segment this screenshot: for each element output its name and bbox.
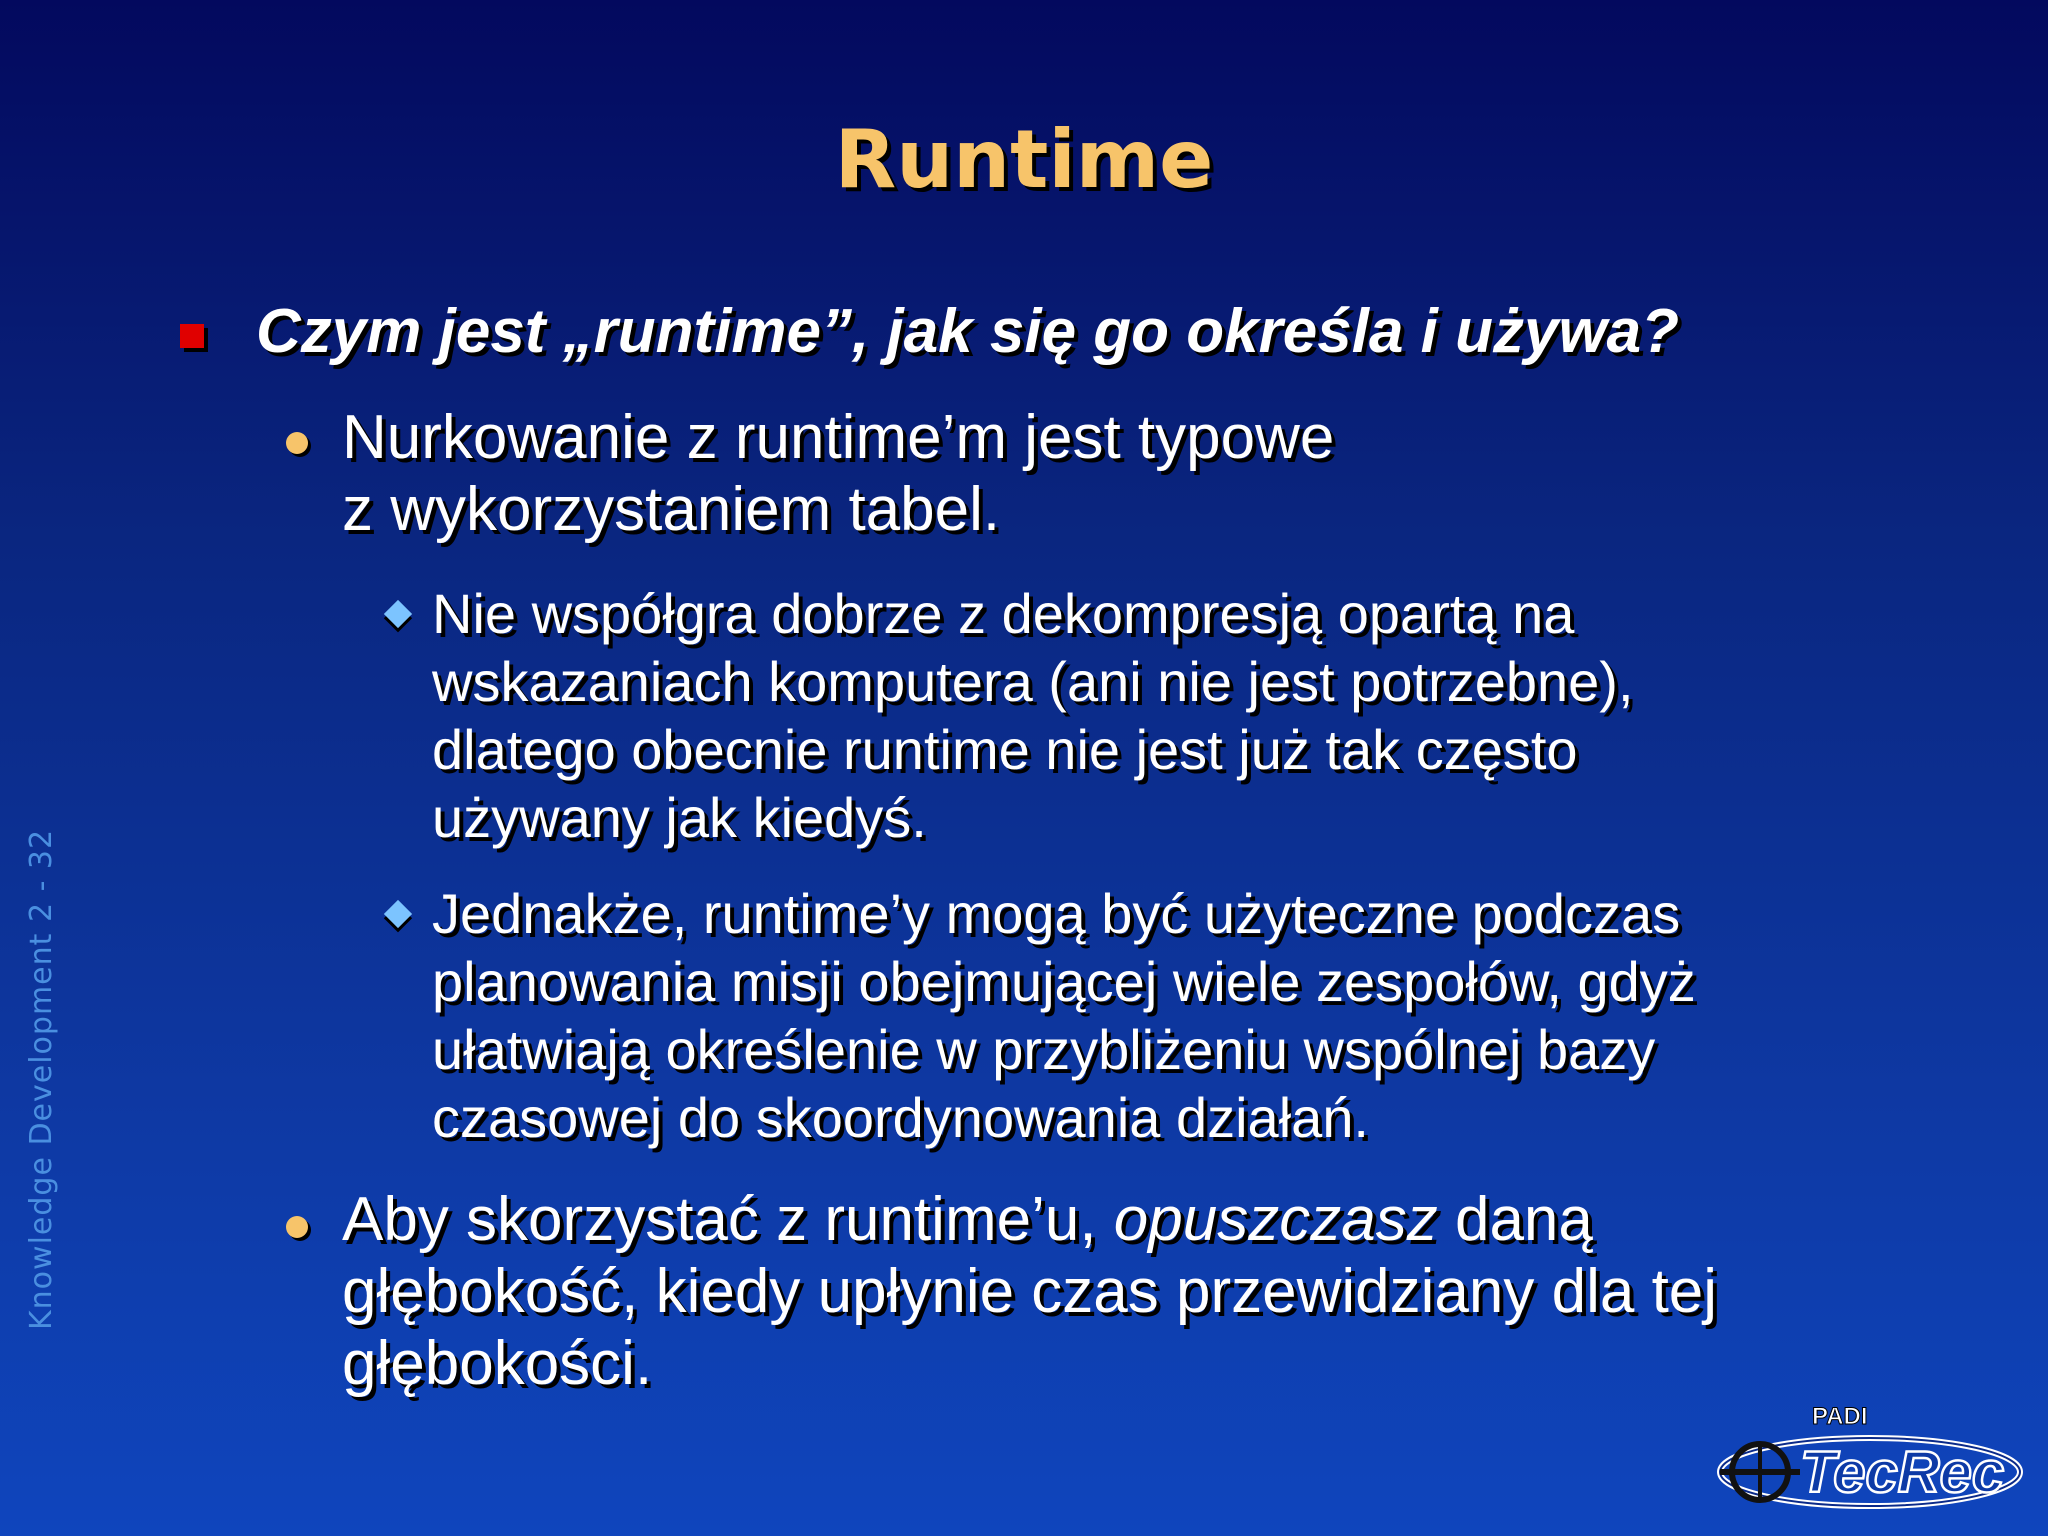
sub-bullet-2-text — [432, 880, 1912, 1152]
padi-tecrec-logo — [1700, 1392, 2030, 1522]
sub-bullet-1-line-4: używany jak kiedyś. — [432, 786, 927, 849]
bullet-2-text — [342, 1184, 1902, 1400]
tecrec-logo-icon — [1700, 1392, 2030, 1522]
bullet-2-line-1 — [342, 1184, 1902, 1256]
slide-title: Runtime — [834, 113, 1214, 206]
sub-bullet-2-line-4: czasowej do skoordynowania działań. — [432, 1086, 1369, 1149]
sub-bullet-2-line-3: ułatwiają określenie w przybliżeniu wspólnej bazy — [432, 1018, 1656, 1081]
bullet-1-line-1: Nurkowanie z runtime’m jest typowe — [342, 403, 1335, 472]
logo-padi-text: PADI — [1812, 1403, 1868, 1430]
level1-question: Czym jest „runtime”, jak się go określa i używa? — [256, 297, 1680, 366]
bullet-2-part-2: daną — [1437, 1185, 1593, 1254]
sub-bullet-2-line-1: Jednakże, runtime’y mogą być użyteczne podczas — [432, 882, 1681, 945]
sub-bullet-1-line-3: dlatego obecnie runtime nie jest już tak często — [432, 718, 1578, 781]
yellow-dot-bullet-icon — [286, 1216, 308, 1238]
sub-bullet-1-line-2: wskazaniach komputera (ani nie jest potrzebne), — [432, 650, 1634, 713]
bullet-1-text — [342, 402, 1902, 546]
bullet-2-line-3: głębokości. — [342, 1329, 653, 1398]
bullet-2-part-1: Aby skorzystać z runtime’u, — [342, 1185, 1114, 1254]
bullet-2-line-2: głębokość, kiedy upłynie czas przewidziany dla tej — [342, 1257, 1718, 1326]
side-label: Knowledge Development 2 - 32 — [24, 828, 59, 1330]
bullet-2-italic: opuszczasz — [1113, 1185, 1438, 1254]
bullet-1-line-2: z wykorzystaniem tabel. — [342, 475, 1001, 544]
logo-tecrec-text: TecRec — [1800, 1440, 2005, 1505]
diamond-bullet-icon — [384, 900, 412, 928]
sub-bullet-2-line-2: planowania misji obejmującej wiele zespołów, gdyż — [432, 950, 1696, 1013]
sub-bullet-1-text — [432, 580, 1912, 852]
yellow-dot-bullet-icon — [286, 432, 308, 454]
sub-bullet-1-line-1: Nie współgra dobrze z dekompresją opartą na — [432, 582, 1575, 645]
red-square-bullet-icon — [180, 324, 204, 348]
diamond-bullet-icon — [384, 600, 412, 628]
